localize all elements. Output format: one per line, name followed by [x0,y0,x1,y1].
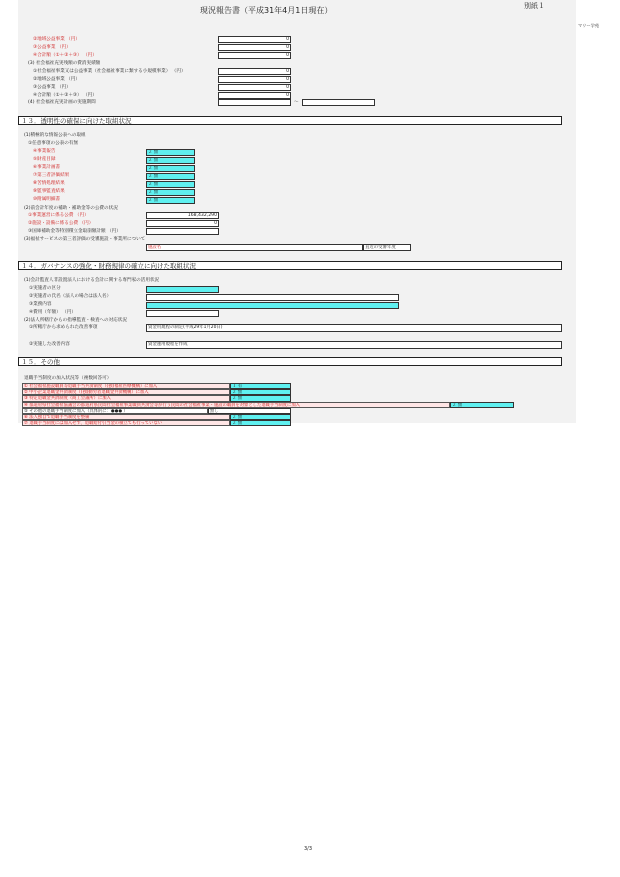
sub3-row-label: ③公益事業 （円） [33,85,71,90]
retirement-row-label: ⑥ 法人独自で退職手当制度を整備 [22,414,230,420]
section-15-heading: １５．その他 [18,357,562,366]
sub3-row-value[interactable]: 0 [218,84,291,91]
page-title: 現況報告書（平成31年4月1日現在） [200,6,333,15]
expert-label: ③業務内容 [29,302,52,307]
expert-fee-input[interactable] [146,310,219,317]
sec13-s3: (3)福祉サービスの第三者評価の受審施設・事業所について [24,237,146,242]
improvement-done-field[interactable]: 資金運用規程を作成 [146,341,562,349]
disclosure-label: ⑧苦情処理結果 [33,181,65,186]
review-year-field[interactable]: 直近の受審年度 [363,244,411,251]
expert-label: ①実施者の区分 [29,286,61,291]
improvement-done-label: ②実施した改善内容 [29,342,70,347]
period-tilde: ～ [294,100,299,105]
retirement-row-label: ② 中小企業退職金共済制度（(独)勤労者退職金共済機構）に加入 [22,389,230,395]
retirement-row-label: ③ 特定退職金共済制度（商工会議所）に加入 [22,395,230,401]
top-row-label: ②地域公益事業 （円） [33,37,80,42]
sub3-row-value[interactable]: 0 [218,76,291,83]
sub4-label: (4) 社会福祉充実計画の実施期間 [28,100,96,105]
retirement-row-value[interactable]: ２ 無 [230,389,291,395]
disclosure-label: ⑦第三者評価結果 [33,173,70,178]
sec13-s1: (1)積極的な情報公表への取組 [24,133,86,138]
subsidy-label: ③国庫補助金等特別積立金取崩額計額 （円） [28,229,121,234]
period-start-input[interactable] [218,99,291,106]
retirement-row-label: ④ 都道府県社会福祉協議会の都道府県民間社会福祉事業職員共済会等が行う民間の社会福祉事業・施設の職員を対象とした退職手当制度に加入 [22,402,450,408]
retirement-other-value[interactable]: 無し [208,408,291,414]
disclosure-label: ⑤財産目録 [33,157,56,162]
subsidy-value[interactable]: 168,432,290 [146,212,219,219]
disclosure-value[interactable]: ２ 無 [146,181,195,188]
sec13-s1a: ①任意事項の公表の有無 [28,141,79,146]
expert-work-select[interactable] [146,302,399,309]
subsidy-value[interactable]: 0 [146,220,219,227]
retirement-row-value[interactable]: ２ 無 [450,402,514,408]
sec13-s2: (2)前会計年度の補助・補助金等の公費の状況 [24,206,118,211]
disclosure-value[interactable]: ２ 無 [146,197,195,204]
section-14-heading: １４．ガバナンスの強化・財務規律の確立に向けた取組状況 [18,261,562,270]
page-number: 3/3 [304,846,313,852]
subsidy-label: ①事業運営に係る公費 （円） [28,213,89,218]
disclosure-label: ⑥事業計画書 [33,165,61,170]
retirement-row-value[interactable]: ２ 無 [230,420,291,426]
sub3-row-label: ①社会福祉事業又は公益事業（社会福祉事業に類する小規模事業） （円） [33,69,186,74]
improvement-request-field[interactable]: 資金用規程の制定(平成29年1月20日) [146,324,562,332]
sub3-row-label: ②地域公益事業 （円） [33,77,80,82]
disclosure-value[interactable]: ２ 無 [146,189,195,196]
disclosure-value[interactable]: ２ 無 [146,173,195,180]
top-row-value[interactable]: 0 [218,44,291,51]
disclosure-label: ⑩附属明細書 [33,197,61,202]
retirement-row-label: ⑤ その他の退職手当制度に加入（具体的に：●●● ） [22,408,208,414]
improvement-request-label: ①所轄庁から求められた改善事項 [29,325,98,330]
retirement-row-value[interactable]: １ 有 [230,383,291,389]
retirement-row-label: ① 社会福祉施設職員等退職手当共済制度（(独)福祉医療機構）に加入 [22,383,230,389]
retirement-row-label: ⑦ 退職手当制度には加入せず、退職給付引当金の積立ても行っていない [22,420,230,426]
expert-label: ②実施者の氏名（法人の場合は法人名） [29,294,112,299]
period-end-input[interactable] [302,99,375,106]
retirement-title: 退職手当制度の加入状況等（複数回答可） [24,376,112,381]
disclosure-label: ④事業報告 [33,149,56,154]
top-row-label: ④合計額（①＋②＋③） （円） [33,53,97,58]
top-row-value[interactable]: 0 [218,36,291,43]
sec14-s1: (1)会計監査人非設置法人における会計に関する専門家の活用状況 [24,278,160,283]
disclosure-value[interactable]: ２ 無 [146,157,195,164]
top-row-value[interactable]: 0 [218,52,291,59]
attachment-label: 別紙１ [524,2,545,10]
expert-category-select[interactable] [146,286,219,293]
subsidy-value[interactable] [146,228,219,235]
section-13-heading: １３．透明性の確保に向けた取組状況 [18,116,562,125]
sub3-row-value[interactable]: 0 [218,68,291,75]
retirement-row-value[interactable]: ２ 無 [230,414,291,420]
retirement-row-value[interactable]: ２ 無 [230,395,291,401]
facility-name-field[interactable]: 施設名 [146,244,363,251]
sub3-title: (3) 社会福祉充実残額の費消実績額 [28,61,101,66]
expert-name-input[interactable] [146,294,399,301]
disclosure-value[interactable]: ２ 無 [146,165,195,172]
sub3-row-label: ④合計額（①＋②＋③） （円） [33,93,97,98]
side-note: マリー学苑 [578,23,599,28]
expert-label: ④費用（年額） （円） [29,310,76,315]
sub3-row-value[interactable]: 0 [218,92,291,99]
disclosure-value[interactable]: ２ 無 [146,149,195,156]
disclosure-label: ⑨監事監査結果 [33,189,65,194]
top-row-label: ③公益事業 （円） [33,45,71,50]
subsidy-label: ②施設・設備に係る公費 （円） [28,221,94,226]
sec14-s2: (2)法人所轄庁からの指導監査・検査への対応状況 [24,318,127,323]
